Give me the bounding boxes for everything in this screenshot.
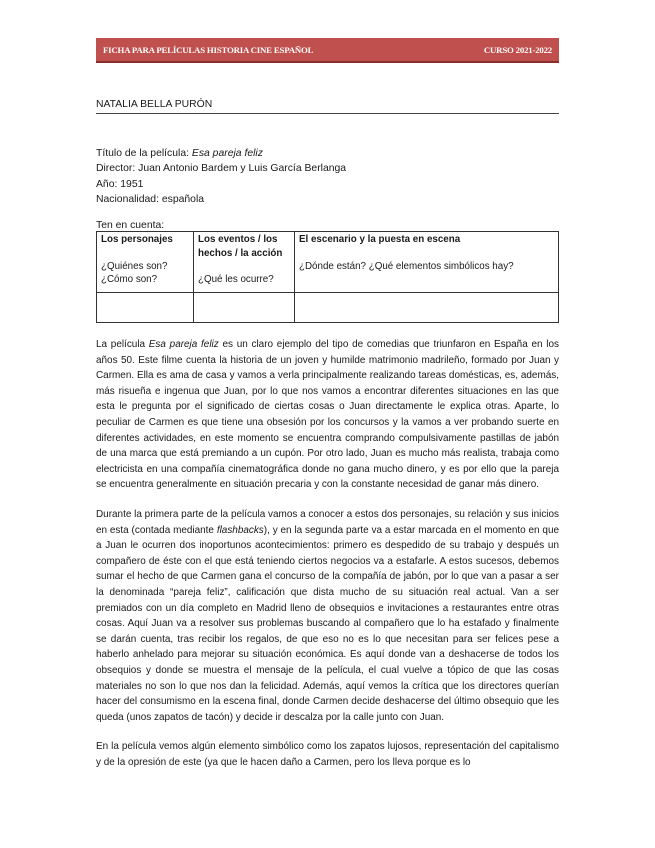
guide-cell-events — [194, 232, 295, 293]
paragraph-1-film-title: Esa pareja feliz — [148, 339, 219, 350]
guide-col1-q2: ¿Cómo son? — [101, 274, 158, 285]
guide-cell-setting — [295, 232, 559, 293]
film-title-label: Título de la película: — [96, 148, 192, 159]
guide-col1-header: Los personajes — [101, 234, 173, 245]
film-director: Director: Juan Antonio Bardem y Luis García Berlanga — [96, 163, 347, 175]
guide-col2-header-line1: Los eventos / los — [198, 234, 278, 245]
guide-header-row — [97, 232, 559, 293]
course-label: CURSO 2021-2022 — [483, 44, 552, 55]
guide-col3-q1: ¿Dónde están? ¿Qué elementos simbólicos hay? — [299, 260, 514, 272]
paragraph-2-text: ), y en la segunda parte va a estar marcada en el momento en que a Juan le ocurren dos inoportunos acontecimientos: primero es despedido de su trabajo y después un compañero de éste con el que está teniendo ciertos negocios va a estafarle. A estos sucesos, debemos sumar el hecho de que Carmen gana el concurso de la compañía de jabón, por lo que van a pasar a ser la denominada “pareja feliz”, calificación que dista mucho de su situación real actual. Van a ser premiados con un día completo en Madrid lleno de obsequios e invitaciones a restaurantes entre otras cosas. Aquí Juan va a resolver sus problemas buscando al compañero que lo ha estafado y finalmente se darán cuenta, tras recibir los regalos, de que eso no es lo que necesitan para ser felices pese a haberlo anhelado para mejorar su situación económica. Es aquí donde van a deshacerse de todos los obsequios y donde se muestra el mensaje de la película, el cual vuelve a tópico de que las cosas materiales no son lo que nos dan la felicidad. Además, aquí vemos la crítica que los directores querían hacer del consumismo en la escena final, donde Carmen decide deshacerse del último obsequio que les queda (unos zapatos de tacón) y decide ir descalza por la calle junto con Juan. — [96, 524, 560, 723]
header-title: FICHA PARA PELÍCULAS HISTORIA CINE ESPAÑOL — [103, 44, 314, 55]
paragraph-2 — [96, 507, 559, 725]
guide-table — [96, 231, 559, 323]
paragraph-1 — [96, 337, 559, 493]
paragraph-2-text: Durante la primera parte de la película vamos a conocer a estos dos personajes, su relación y sus inicios en esta (contada mediante — [96, 509, 559, 536]
guide-empty-cell — [97, 293, 194, 323]
paragraph-1-text: es un claro ejemplo del tipo de comedias que triunfaron en España en los años 50. Este filme cuenta la historia de un joven y humilde matrimonio madrileño, formado por Juan y Carmen. Ella es ama de casa y vamos a verla principalmente realizando tareas domésticas, es, además, más risueña e ingenua que Juan, por lo que nos vamos a encontrar diferentes situaciones en las que esta le pregunta por el significado de ciertas cosas o Juan directamente le explica otras. Aparte, lo peculiar de Carmen es que tiene una obsesión por los concursos y la vamos a ver probando suerte en diferentes actividades, en este momento se encuentra comprando compulsivamente pastillas de jabón de una marca que está premiando a un cupón. Por otro lado, Juan es mucho más realista, trabaja como electricista en una compañía cinematográfica donde no gana mucho dinero, y es por ello que la pareja se encuentra generalmente en situación precaria y con la constante necesidad de ganar más dinero. — [96, 339, 559, 491]
guide-empty-cell — [194, 293, 295, 323]
paragraph-3: En la película vemos algún elemento simbólico como los zapatos lujosos, representación del capitalismo y de la opresión de este (ya que le hacen daño a Carmen, pero los lleva porque es lo — [96, 741, 559, 768]
film-year: Año: 1951 — [96, 178, 144, 190]
guide-col1-q1: ¿Quiénes son? — [101, 260, 168, 272]
guide-col2-header-line2: hechos / la acción — [198, 247, 283, 259]
guide-col3-header: El escenario y la puesta en escena — [299, 234, 461, 245]
paragraph-1-text: La película — [96, 339, 149, 350]
guide-empty-row — [97, 293, 559, 323]
guide-empty-cell — [295, 293, 559, 323]
film-title-line — [96, 146, 346, 161]
film-title: Esa pareja feliz — [191, 148, 263, 159]
guide-intro: Ten en cuenta: — [96, 220, 165, 231]
film-nationality: Nacionalidad: española — [96, 193, 205, 205]
film-metadata — [96, 146, 346, 207]
paragraph-2-flashbacks: flashbacks — [216, 524, 264, 536]
guide-cell-characters — [97, 232, 194, 293]
header-banner — [96, 38, 559, 63]
author-name: NATALIA BELLA PURÓN — [96, 99, 559, 114]
guide-col2-q1: ¿Qué les ocurre? — [198, 274, 274, 285]
